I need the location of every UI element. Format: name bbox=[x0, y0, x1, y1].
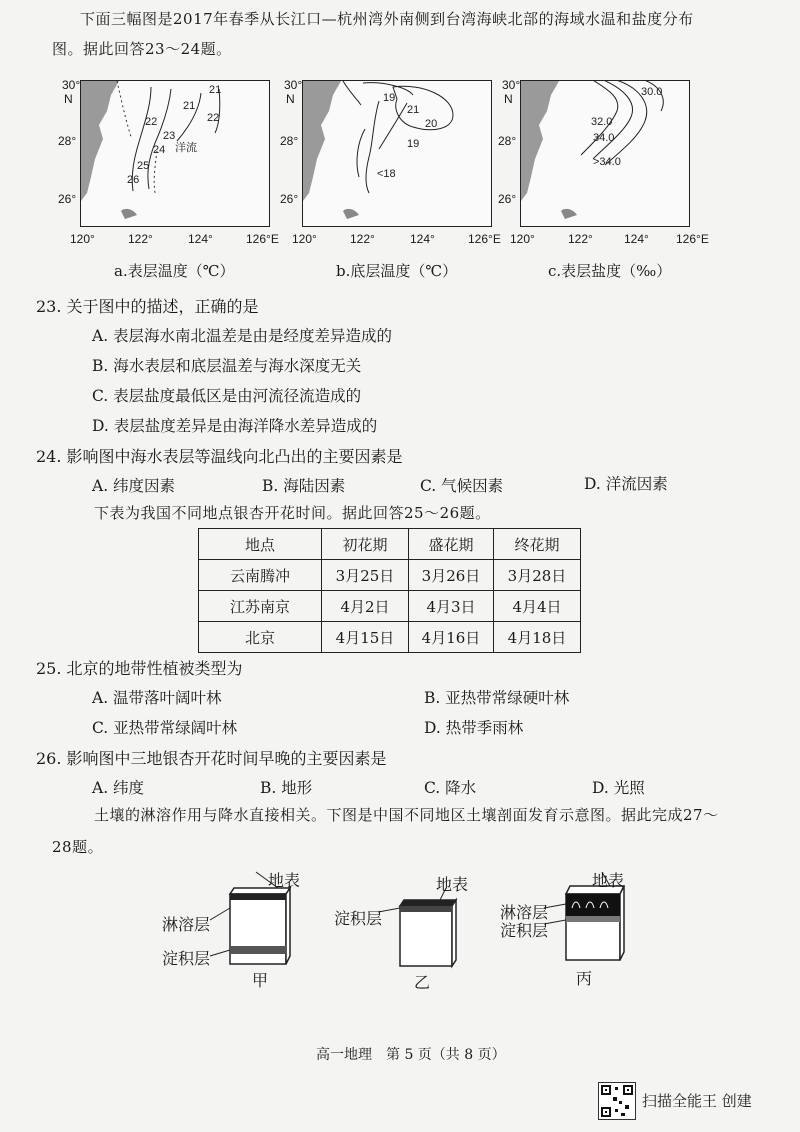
table-cell: 3月28日 bbox=[494, 560, 581, 591]
q26-option-d: D. 光照 bbox=[592, 779, 645, 797]
isotherm-23: 23 bbox=[163, 130, 176, 142]
lat-28-label: 28° bbox=[58, 134, 77, 148]
lat-n-label: N bbox=[504, 92, 513, 106]
q25-option-c: C. 亚热带常绿阔叶林 bbox=[92, 719, 238, 737]
lat-26-label: 26° bbox=[58, 192, 77, 206]
lon-120-label: 120° bbox=[292, 232, 317, 246]
table-header: 初花期 bbox=[322, 529, 409, 560]
lon-124-label: 124° bbox=[624, 232, 649, 246]
intro-line-1: 下面三幅图是2017年春季从长江口—杭州湾外南侧到台湾海峡北部的海域水温和盐度分布 bbox=[80, 10, 694, 28]
lat-28-label: 28° bbox=[280, 134, 299, 148]
map-b-caption: b.底层温度（℃） bbox=[336, 262, 458, 280]
q25-option-b: B. 亚热带常绿硬叶林 bbox=[424, 689, 570, 707]
lat-n-label: N bbox=[64, 92, 73, 106]
lat-26-label: 26° bbox=[280, 192, 299, 206]
leach-label-bing: 淋溶层 bbox=[500, 903, 549, 922]
q24-stem: 24. 影响图中海水表层等温线向北凸出的主要因素是 bbox=[36, 447, 403, 466]
lon-126-label: 126°E bbox=[246, 232, 279, 246]
ginkgo-bloom-table bbox=[198, 528, 581, 653]
isotherm-19b: 19 bbox=[407, 138, 420, 150]
deposit-label-bing: 淀积层 bbox=[500, 921, 549, 940]
q24-option-c: C. 气候因素 bbox=[420, 477, 504, 495]
map-b-frame bbox=[302, 80, 492, 227]
lat-30-label: 30° bbox=[284, 78, 303, 92]
isotherm-19a: 19 bbox=[383, 92, 396, 104]
table-row bbox=[199, 622, 581, 653]
isohaline-gt34: >34.0 bbox=[593, 156, 621, 168]
lon-120-label: 120° bbox=[510, 232, 535, 246]
page-footer: 高一地理 第 5 页（共 8 页） bbox=[316, 1047, 506, 1063]
map-c-frame bbox=[520, 80, 690, 227]
surface-label-jia: 地表 bbox=[268, 871, 301, 890]
lon-122-label: 122° bbox=[350, 232, 375, 246]
current-label: 洋流 bbox=[175, 141, 197, 154]
table-cell: 4月18日 bbox=[494, 622, 581, 653]
lat-28-label: 28° bbox=[498, 134, 517, 148]
intro-soil-line-1: 土壤的淋溶作用与降水直接相关。下图是中国不同地区土壤剖面发育示意图。据此完成27～ bbox=[94, 806, 719, 824]
isotherm-21b: 21 bbox=[209, 84, 222, 96]
deposit-label-jia: 淀积层 bbox=[162, 949, 211, 968]
q24-option-b: B. 海陆因素 bbox=[262, 477, 346, 495]
table-cell: 云南腾冲 bbox=[199, 560, 322, 591]
lon-126-label: 126°E bbox=[676, 232, 709, 246]
q25-option-d: D. 热带季雨林 bbox=[424, 719, 524, 737]
table-cell: 4月16日 bbox=[409, 622, 494, 653]
profile-label-yi: 乙 bbox=[414, 973, 431, 992]
q23-option-c: C. 表层盐度最低区是由河流径流造成的 bbox=[92, 387, 362, 405]
map-a-caption: a.表层温度（℃） bbox=[114, 262, 235, 280]
intro-table: 下表为我国不同地点银杏开花时间。据此回答25～26题。 bbox=[94, 504, 491, 522]
table-cell: 江苏南京 bbox=[199, 591, 322, 622]
isotherm-26: 26 bbox=[127, 174, 140, 186]
isotherm-25: 25 bbox=[137, 160, 150, 172]
lon-122-label: 122° bbox=[128, 232, 153, 246]
isotherm-lt18: <18 bbox=[377, 168, 396, 180]
lon-124-label: 124° bbox=[410, 232, 435, 246]
lat-n-label: N bbox=[286, 92, 295, 106]
table-header: 地点 bbox=[199, 529, 322, 560]
lon-126-label: 126°E bbox=[468, 232, 501, 246]
profile-label-jia: 甲 bbox=[252, 971, 269, 990]
table-cell: 3月25日 bbox=[322, 560, 409, 591]
leach-label-jia: 淋溶层 bbox=[162, 915, 211, 934]
table-header: 终花期 bbox=[494, 529, 581, 560]
q25-stem: 25. 北京的地带性植被类型为 bbox=[36, 659, 243, 678]
table-header: 盛花期 bbox=[409, 529, 494, 560]
table-row bbox=[199, 591, 581, 622]
q25-option-a: A. 温带落叶阔叶林 bbox=[92, 689, 222, 707]
isohaline-34: 34.0 bbox=[593, 132, 615, 144]
q24-option-a: A. 纬度因素 bbox=[92, 477, 176, 495]
isotherm-22a: 22 bbox=[145, 116, 158, 128]
isohaline-30: 30.0 bbox=[641, 86, 663, 98]
q26-option-b: B. 地形 bbox=[260, 779, 313, 797]
isohaline-32: 32.0 bbox=[591, 116, 613, 128]
surface-label-yi: 地表 bbox=[436, 875, 469, 894]
scanner-watermark: 扫描全能王 创建 bbox=[642, 1092, 752, 1110]
lat-30-label: 30° bbox=[62, 78, 81, 92]
profile-label-bing: 丙 bbox=[576, 969, 593, 988]
lon-124-label: 124° bbox=[188, 232, 213, 246]
map-a-frame bbox=[80, 80, 270, 227]
table-cell: 4月2日 bbox=[322, 591, 409, 622]
q23-option-d: D. 表层盐度差异是由海洋降水差异造成的 bbox=[92, 417, 378, 435]
q23-option-a: A. 表层海水南北温差是由是经度差异造成的 bbox=[92, 327, 393, 345]
table-row bbox=[199, 560, 581, 591]
intro-soil-line-2: 28题。 bbox=[52, 838, 104, 856]
table-cell: 北京 bbox=[199, 622, 322, 653]
lat-30-label: 30° bbox=[502, 78, 521, 92]
table-cell: 4月4日 bbox=[494, 591, 581, 622]
table-header-row bbox=[199, 529, 581, 560]
isotherm-24: 24 bbox=[153, 144, 166, 156]
table-cell: 3月26日 bbox=[409, 560, 494, 591]
lat-26-label: 26° bbox=[498, 192, 517, 206]
isotherm-20: 20 bbox=[425, 118, 438, 130]
isotherm-22b: 22 bbox=[207, 112, 220, 124]
lon-122-label: 122° bbox=[568, 232, 593, 246]
lon-120-label: 120° bbox=[70, 232, 95, 246]
q23-option-b: B. 海水表层和底层温差与海水深度无关 bbox=[92, 357, 362, 375]
table-cell: 4月3日 bbox=[409, 591, 494, 622]
intro-line-2: 图。据此回答23～24题。 bbox=[52, 40, 232, 58]
q26-option-c: C. 降水 bbox=[424, 779, 477, 797]
q24-option-d: D. 洋流因素 bbox=[584, 475, 668, 493]
q26-option-a: A. 纬度 bbox=[92, 779, 145, 797]
q26-stem: 26. 影响图中三地银杏开花时间早晚的主要因素是 bbox=[36, 749, 387, 768]
isotherm-21: 21 bbox=[407, 104, 420, 116]
map-c-caption: c.表层盐度（‰） bbox=[548, 262, 672, 280]
surface-label-bing: 地表 bbox=[592, 871, 625, 890]
isotherm-21a: 21 bbox=[183, 100, 196, 112]
qr-code-icon bbox=[598, 1082, 636, 1120]
q23-stem: 23. 关于图中的描述，正确的是 bbox=[36, 297, 259, 316]
table-cell: 4月15日 bbox=[322, 622, 409, 653]
deposit-label-yi: 淀积层 bbox=[334, 909, 383, 928]
